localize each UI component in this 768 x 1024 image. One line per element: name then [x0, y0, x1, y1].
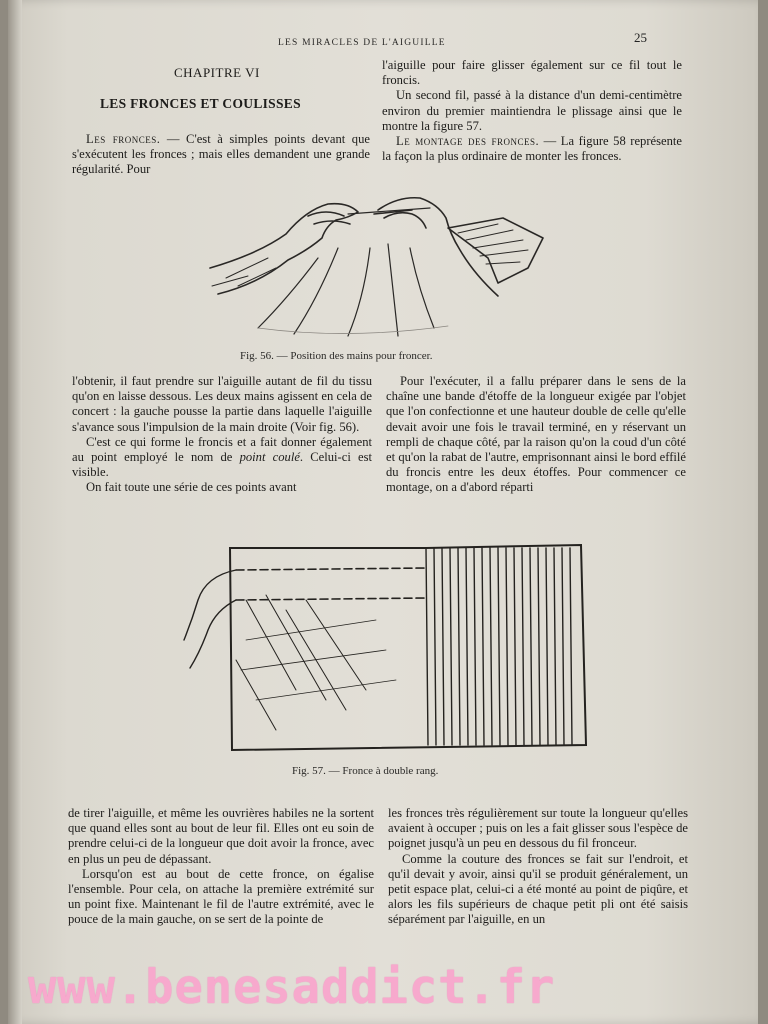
paragraph	[382, 134, 682, 164]
paragraph-text: — C'est à simples points devant que s'exécutent les fronces ; mais elles demandent une grande régularité. Pour	[72, 132, 370, 177]
paragraph	[72, 132, 370, 178]
paragraph: l'aiguille pour faire glisser également sur ce fil tout le froncis.	[382, 58, 682, 88]
figure-57-caption: Fig. 57. — Fronce à double rang.	[292, 765, 439, 777]
paragraph	[72, 435, 372, 481]
text-column-middle-left	[72, 374, 372, 496]
paragraph: Comme la couture des fronces se fait sur l'endroit, et qu'il devait y avoir, ainsi qu'il se produit généralement, un petit espace plat, celui-ci a été monté au point de piqûre, et alors les fils supérieurs de chaque petit pli ont été saisis séparément par l'aiguille, en un	[388, 851, 688, 927]
watermark-url: www.benesaddict.fr	[28, 960, 556, 1015]
text-column-top-right	[382, 58, 682, 164]
figure-56-caption: Fig. 56. — Position des mains pour froncer.	[240, 350, 433, 362]
paragraph: Pour l'exécuter, il a fallu préparer dans le sens de la chaîne une bande d'étoffe de la longueur exigée par l'objet que l'on confectionne et une hauteur double de celle qu'elle devait avoir une fois le travail terminé, en y réservant un rempli de chaque côté, par la raison qu'on la coud d'un côté et qu'on la rabat de l'autre, emprisonnant ainsi le bord effilé du froncis entre les deux étoffes. Pour commencer ce montage, on a d'abord réparti	[386, 374, 686, 495]
figure-56-hands-illustration	[198, 188, 548, 338]
text-column-bottom-left	[68, 806, 374, 928]
emphasis-term: point coulé	[239, 450, 300, 465]
page-number: 25	[634, 30, 647, 45]
paragraph-text: — La figure 58 représente la façon la plus ordinaire de monter les fronces.	[382, 134, 683, 164]
book-page	[8, 0, 758, 1024]
paragraph: On fait toute une série de ces points avant	[86, 480, 297, 495]
paragraph: de tirer l'aiguille, et même les ouvrières habiles ne la sortent que quand elles sont au bout de leur fil. Elles ont eu soin de prendre celui-ci de la longueur que doit avoir la fronce, avec en plus un peu de dépassant.	[68, 806, 374, 866]
paragraph: l'obtenir, il faut prendre sur l'aiguille autant de fil du tissu qu'on en laisse dessous. Les deux mains agissent en cela de concert : la gauche pousse la partie dans laquelle l'aiguille s'avance sous l'impulsion de la main droite (Voir fig. 56).	[72, 374, 372, 434]
paragraph: Lorsqu'on est au bout de cette fronce, on égalise l'ensemble. Pour cela, on attache la première extrémité sur un point fixe. Maintenant le fil de l'autre extrémité, avec le pouce de la main gauche, on se sert de la pointe de	[68, 866, 374, 927]
run-in-heading: Les fronces.	[86, 132, 161, 146]
book-gutter	[8, 0, 22, 1024]
paragraph: Un second fil, passé à la distance d'un demi-centimètre environ du premier maintiendra le plissage ainsi que le montre la figure 57.	[382, 88, 682, 133]
text-column-middle-right	[386, 374, 686, 496]
paragraph-text: . Celui-ci est visible.	[72, 450, 372, 480]
figure-57-fabric-illustration	[176, 540, 596, 755]
paragraph-text: C'est ce qui forme le froncis et a fait donner également au point employé le nom de	[72, 434, 372, 465]
text-column-bottom-right	[388, 806, 688, 928]
paragraph: les fronces très régulièrement sur toute la longueur qu'elles avaient à occuper ; puis on les a fait glisser sous l'espèce de poignet jusqu'à un peu en dessous du fil fronceur.	[388, 806, 688, 851]
chapter-title: LES FRONCES ET COULISSES	[100, 96, 301, 111]
running-title: LES MIRACLES DE L'AIGUILLE	[278, 38, 446, 48]
text-column-top-left	[72, 132, 370, 178]
chapter-label: CHAPITRE VI	[174, 65, 260, 80]
run-in-heading: Le montage des fronces.	[396, 134, 540, 149]
